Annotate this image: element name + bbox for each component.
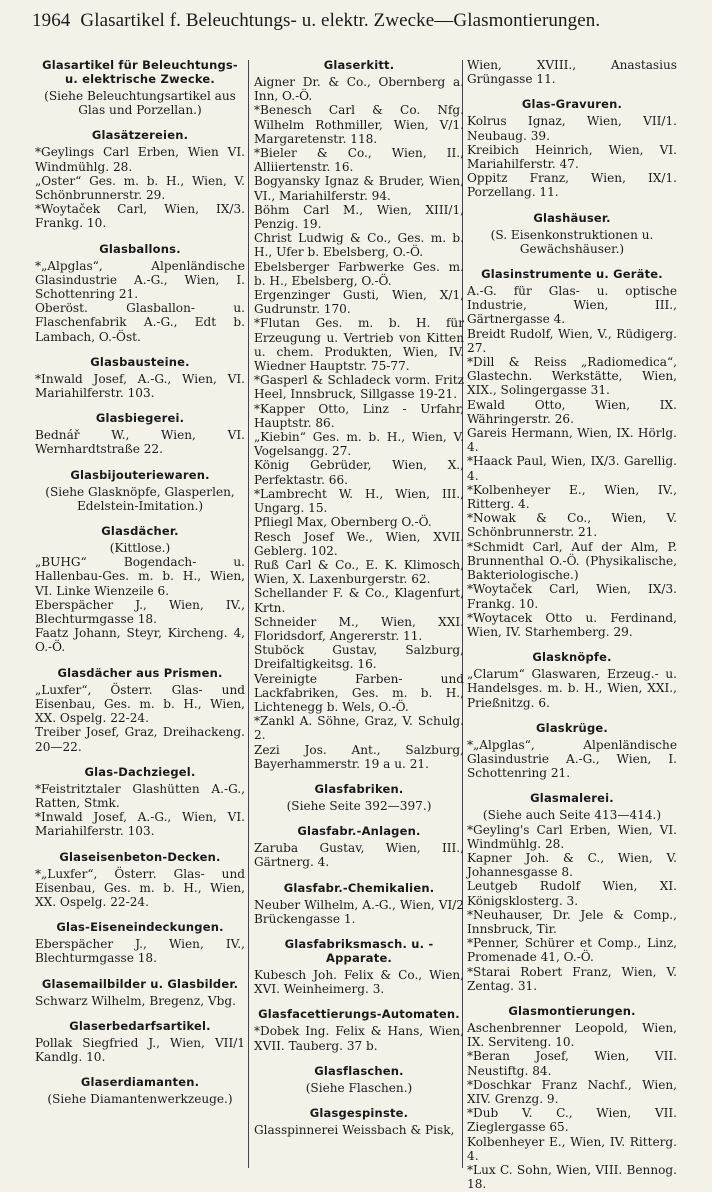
directory-entry: Treiber Josef, Graz, Dreihackeng. 20—22. [35,725,245,754]
directory-entry: *Inwald Josef, A.-G., Wien, VI. Mariahilferstr. 103. [35,371,245,401]
section-note: (Siehe Glasknöpfe, Glasperlen, Edelstein-Imitation.) [45,484,235,513]
directory-entry: *Benesch Carl & Co. Nfg. Wilhelm Rothmiller, Wien, V/1. Margaretenstr. 118. [254,103,464,146]
directory-entry: *Woytaček Carl, Wien, IX/3. Frankg. 10. [35,202,245,231]
section-heading: Glaserdiamanten. [80,1075,200,1090]
directory-entry: Leutgeb Rudolf Wien, XI. Königsklosterg. 3. [467,879,677,908]
directory-entry: „Clarum“ Glaswaren, Erzeug.- u. Handelsges. m. b. H., Wien, XXI., Prießnitzg. 6. [467,667,677,710]
directory-entry: Schneider M., Wien, XXI. Floridsdorf, Angererstr. 11. [254,614,464,643]
section-note: (Siehe Beleuchtungsartikel aus Glas und Porzellan.) [44,89,236,118]
directory-entry: *Dub V. C., Wien, VII. Zieglergasse 65. [467,1106,677,1135]
directory-entry: Kreibich Heinrich, Wien, VI. Mariahilferstr. 47. [467,142,677,172]
section-note: (Siehe auch Seite 413—414.) [482,808,662,823]
directory-entry: *Doschkar Franz Nachf., Wien, XIV. Grenzg. 9. [467,1077,677,1106]
directory-entry: Resch Josef We., Wien, XVII. Geblerg. 102. [254,529,464,558]
section-note: (Kittlose.) [109,541,171,556]
section-heading: Glasätzereien. [91,128,189,143]
section-heading: Glashäuser. [533,210,611,225]
directory-entry: Kapner Joh. & C., Wien, V. Johannesgasse 8. [467,850,677,880]
section-heading: Glasfabriksmasch. u. -Apparate. [284,936,434,965]
section-heading: Glasgespinste. [309,1105,409,1120]
directory-entry: *Schmidt Carl, Auf der Alm, P. Brunnenthal O.-Ö. (Physikalische, Bakteriologische.) [467,539,677,583]
section-heading: Glasbiegerei. [95,411,185,426]
section-heading: Glasfacettierungs-Automaten. [258,1007,460,1022]
directory-entry: *Dobek Ing. Felix & Hans, Wien, XVII. Tauberg. 37 b. [254,1024,464,1053]
directory-entry: *Zankl A. Söhne, Graz, V. Schulg. 2. [254,714,464,743]
directory-entry: Faatz Johann, Steyr, Kircheng. 4, O.-Ö. [35,626,245,655]
section-heading: Glasflaschen. [314,1063,404,1078]
directory-entry: Eberspächer J., Wien, IV., Blechturmgasse 18. [35,597,245,627]
section-heading: Glasartikel für Beleuchtungs- u. elektrische Zwecke. [42,58,238,86]
column-rule [248,60,249,1168]
directory-entry: *Dill & Reiss „Radiomedica“, Glastechn. Werkstätte, Wien, XIX., Solingergasse 31. [467,355,677,398]
directory-entry: *Flutan Ges. m. b. H. für Erzeugung u. Vertrieb von Kitten u. chem. Produkten, Wien, IV. Wiedner Hauptstr. 75-77. [254,316,464,374]
directory-entry: Eberspächer J., Wien, IV., Blechturmgasse 18. [35,937,245,966]
directory-entry: Ebelsberger Farbwerke Ges. m. b. H., Ebelsberg, O.-Ö. [254,259,464,288]
section-heading: Glasmontierungen. [508,1003,636,1018]
directory-entry: Christ Ludwig & Co., Ges. m. b. H., Ufer b. Ebelsberg, O.-Ö. [254,231,464,260]
directory-entry: *Haack Paul, Wien, IX/3. Garellig. 4. [467,454,677,483]
directory-entry: *„Luxfer“, Österr. Glas- und Eisenbau, Ges. m. b. H., Wien, XX. Ospelg. 22-24. [35,866,245,909]
directory-entry: Stuböck Gustav, Salzburg, Dreifaltigkeitsg. 16. [254,643,464,672]
directory-entry: Vereinigte Farben- und Lackfabriken, Ges. m. b. H., Lichtenegg b. Wels, O.-Ö. [254,671,464,714]
section-heading: Glas-Gravuren. [521,97,623,112]
directory-entry: *Nowak & Co., Wien, V. Schönbrunnerstr. 21. [467,511,677,540]
directory-entry: „Luxfer“, Österr. Glas- und Eisenbau, Ges. m. b. H., Wien, XX. Ospelg. 22-24. [35,682,245,726]
directory-entry: A.-G. für Glas- u. optische Industrie, Wien, III., Gärtnergasse 4. [467,284,677,327]
directory-entry: *Inwald Josef, A.-G., Wien, VI. Mariahilferstr. 103. [35,810,245,839]
section-heading: Glas-Dachziegel. [84,764,196,779]
directory-entry: Oppitz Franz, Wien, IX/1. Porzellang. 11. [467,171,677,200]
section-heading: Glaserbedarfsartikel. [69,1018,211,1033]
directory-entry: Oberöst. Glasballon- u. Flaschenfabrik A.-G., Edt b. Lambach, O.-Öst. [35,301,245,344]
section-note: (Siehe Diamantenwerkzeuge.) [47,1092,233,1107]
section-heading: Glas-Eiseneindeckungen. [56,920,224,935]
directory-entry: „BUHG“ Bogendach- u. Hallenbau-Ges. m. b. H., Wien, VI. Linke Wienzeile 6. [35,555,245,598]
column-right [467,58,677,1192]
directory-entry: Aschenbrenner Leopold, Wien, IX. Serviteng. 10. [467,1020,677,1050]
directory-entry: *Kolbenheyer E., Wien, IV., Ritterg. 4. [467,482,677,512]
directory-entry: *Woytacek Otto u. Ferdinand, Wien, IV. Starhemberg. 29. [467,610,677,639]
directory-entry: Wien, XVIII., Anastasius Grüngasse 11. [467,58,677,87]
directory-entry: Kolbenheyer E., Wien, IV. Ritterg. 4. [467,1134,677,1163]
directory-entry: „Oster“ Ges. m. b. H., Wien, V. Schönbrunnerstr. 29. [35,173,245,203]
directory-entry: *Feistritztaler Glashütten A.-G., Ratten, Stmk. [35,781,245,810]
directory-entry: Böhm Carl M., Wien, XIII/1, Penzig. 19. [254,202,464,232]
directory-entry: *Penner, Schürer et Comp., Linz, Promenade 41, O.-Ö. [467,936,677,965]
column-middle [254,58,464,1168]
directory-entry: Kubesch Joh. Felix & Co., Wien, XVI. Weinheimerg. 3. [254,967,464,997]
directory-entry: Ruß Carl & Co., E. K. Klimosch, Wien, X. Laxenburgerstr. 62. [254,557,464,587]
directory-entry: *Kapper Otto, Linz - Urfahr, Hauptstr. 86. [254,401,464,430]
section-heading: Glaskrüge. [536,720,608,735]
directory-entry: Aigner Dr. & Co., Obernberg a. Inn, O.-Ö. [254,75,464,104]
directory-entry: *Lux C. Sohn, Wien, VIII. Bennog. 18. [467,1163,677,1192]
section-heading: Glaserkitt. [323,58,395,72]
directory-entry: *„Alpglas“, Alpenländische Glasindustrie A.-G., Wien, I. Schottenring 21. [467,737,677,781]
directory-entry: Breidt Rudolf, Wien, V., Rüdigerg. 27. [467,326,677,355]
directory-entry: Ergenzinger Gusti, Wien, X/1, Gudrunstr. 170. [254,288,464,317]
directory-entry: *Woytaček Carl, Wien, IX/3. Frankg. 10. [467,582,677,611]
directory-entry: *Gasperl & Schladeck vorm. Fritz Heel, Innsbruck, Sillgasse 19-21. [254,373,464,402]
directory-entry: Bogyansky Ignaz & Bruder, Wien, VI., Mariahilferstr. 94. [254,174,464,203]
directory-entry: Zaruba Gustav, Wien, III., Gärtnerg. 4. [254,841,464,870]
directory-entry: *Lambrecht W. H., Wien, III., Ungarg. 15. [254,486,464,516]
directory-entry: *Beran Josef, Wien, VII. Neustiftg. 84. [467,1049,677,1078]
section-heading: Glasknöpfe. [532,650,612,665]
section-heading: Glasballons. [99,241,181,256]
directory-entry: Pollak Siegfried J., Wien, VII/1 Kandlg. 10. [35,1035,245,1064]
page-header [32,10,672,36]
directory-entry: *Bieler & Co., Wien, II., Alliiertenstr. 16. [254,146,464,175]
directory-entry: Schellander F. & Co., Klagenfurt, Krtn. [254,586,464,615]
section-heading: Glasemailbilder u. Glasbilder. [41,976,239,991]
section-heading: Glasinstrumente u. Geräte. [481,267,663,282]
directory-entry: *Starai Robert Franz, Wien, V. Zentag. 31. [467,964,677,993]
section-heading: Glasbijouteriewaren. [70,467,210,482]
directory-entry: Ewald Otto, Wien, IX. Währingerstr. 26. [467,397,677,426]
directory-entry: Glasspinnerei Weissbach & Pisk, [254,1122,455,1137]
directory-entry: Gareis Hermann, Wien, IX. Hörlg. 4. [467,426,677,455]
directory-entry: Schwarz Wilhelm, Bregenz, Vbg. [35,993,236,1008]
section-heading: Glasmalerei. [530,791,614,806]
directory-entry: *Geyling's Carl Erben, Wien, VI. Windmühlg. 28. [467,822,677,851]
section-heading: Glasdächer aus Prismen. [57,665,223,680]
section-heading: Glasdächer. [101,524,179,539]
directory-entry: König Gebrüder, Wien, X., Perfektastr. 66. [254,458,464,487]
section-note: (S. Eisenkonstruktionen u. Gewächshäuser.) [490,227,654,256]
directory-entry: Pfliegl Max, Obernberg O.-Ö. [254,515,432,530]
section-note: (Siehe Flaschen.) [305,1080,413,1095]
page-number: 1964 [32,10,71,31]
section-heading: Glasfabr.-Chemikalien. [283,880,435,895]
directory-entry: „Kiebin“ Ges. m. b. H., Wien, V. Vogelsangg. 27. [254,430,464,459]
section-note: (Siehe Seite 392—397.) [286,798,432,813]
directory-entry: Neuber Wilhelm, A.-G., Wien, VI/2 Brückengasse 1. [254,897,464,926]
directory-entry: Zezi Jos. Ant., Salzburg, Bayerhammerstr. 19 a u. 21. [254,742,464,771]
directory-entry: *Geylings Carl Erben, Wien VI. Windmühlg. 28. [35,145,245,174]
section-heading: Glaseisenbeton-Decken. [59,849,221,864]
directory-entry: Bednář W., Wien, VI. Wernhardtstraße 22. [35,428,245,457]
page-title: Glasartikel f. Beleuchtungs- u. elektr. Zwecke—Glasmontierungen. [80,10,601,31]
section-heading: Glasbausteine. [90,354,190,369]
directory-entry: *Neuhauser, Dr. Jele & Comp., Innsbruck, Tir. [467,907,677,936]
column-left [35,58,245,1168]
directory-entry: Kolrus Ignaz, Wien, VII/1. Neubaug. 39. [467,114,677,143]
directory-entry: *„Alpglas“, Alpenländische Glasindustrie A.-G., Wien, I. Schottenring 21. [35,258,245,302]
section-heading: Glasfabr.-Anlagen. [297,824,421,839]
section-heading: Glasfabriken. [314,781,404,796]
